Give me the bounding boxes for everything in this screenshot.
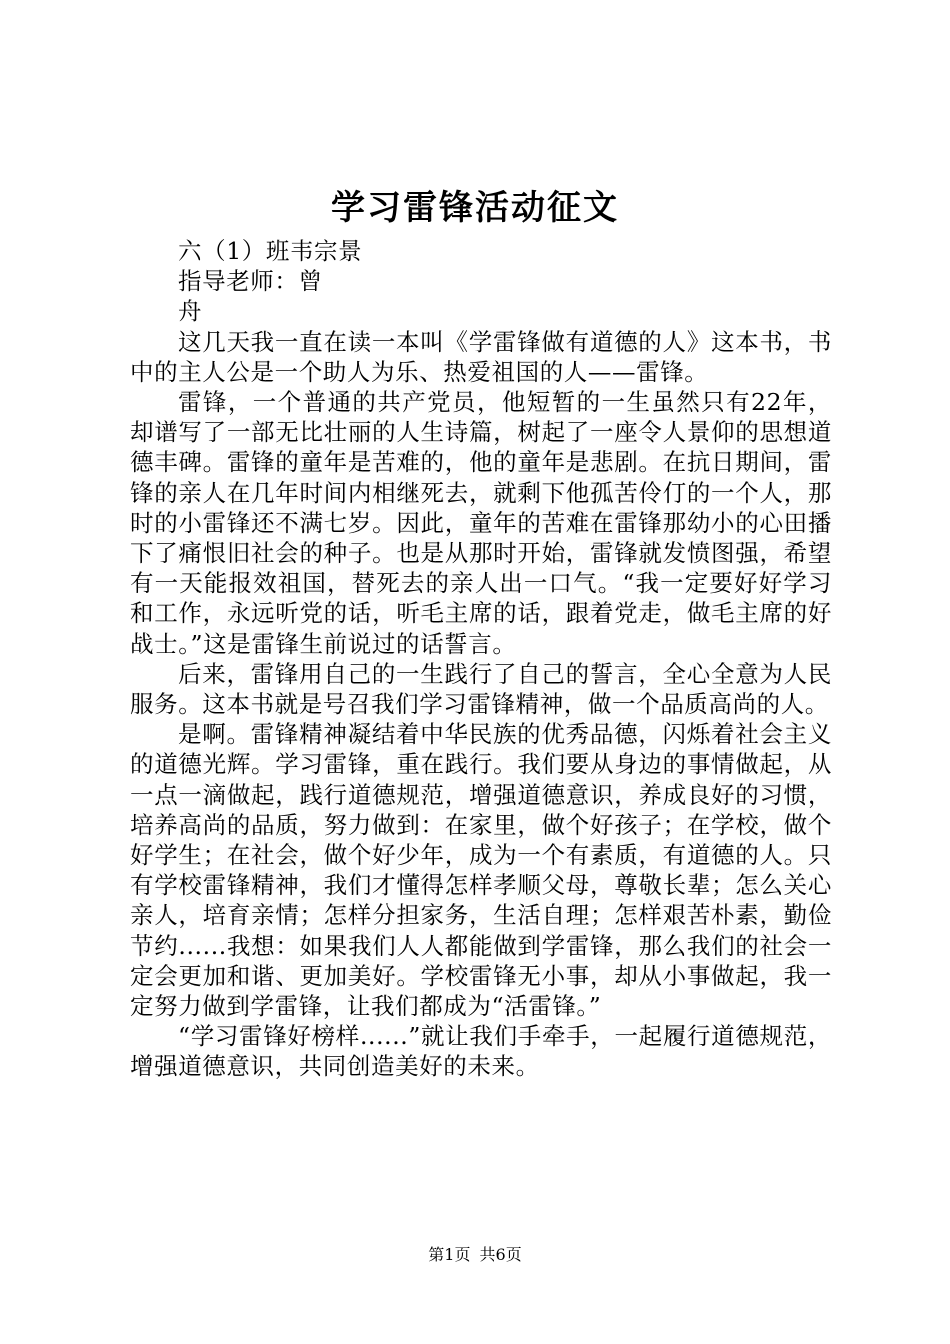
paragraph-5: “学习雷锋好榜样......”就让我们手牵手，一起履行道德规范，增强道德意识，共同创造美好的未来。 (130, 1022, 832, 1081)
document-title: 学习雷锋活动征文 (331, 188, 619, 228)
page-total: 共6页 (479, 1245, 522, 1264)
document-body (130, 236, 832, 1082)
page-footer (0, 1244, 950, 1266)
paragraph-3: 后来，雷锋用自己的一生践行了自己的誓言，全心全意为人民服务。这本书就是号召我们学习雷锋精神，做一个品质高尚的人。 (130, 659, 832, 719)
paragraph-2: 雷锋，一个普通的共产党员，他短暂的一生虽然只有22年，却谱写了一部无比壮丽的人生诗篇，树起了一座令人景仰的思想道德丰碑。雷锋的童年是苦难的，他的童年是悲剧。在抗日期间，雷锋的亲人在几年时间内相继死去，就剩下他孤苦伶仃的一个人，那时的小雷锋还不满七岁。因此，童年的苦难在雷锋那幼小的心田播下了痛恨旧社会的种子。也是从那时开始，雷锋就发愤图强，希望有一天能报效祖国，替死去的亲人出一口气。“我一定要好好学习和工作，永远听党的话，听毛主席的话，跟着党走，做毛主席的好战士。”这是雷锋生前说过的话誓言。 (130, 388, 832, 658)
author-line: 六（1）班韦宗景 (178, 237, 363, 265)
teacher-line: 指导老师：曾 (178, 267, 323, 296)
page-number: 第1页 (428, 1245, 471, 1264)
teacher-line-continued: 舟 (178, 297, 203, 326)
paragraph-4: 是啊。雷锋精神凝结着中华民族的优秀品德，闪烁着社会主义的道德光辉。学习雷锋，重在践行。我们要从身边的事情做起，从一点一滴做起，践行道德规范，增强道德意识，养成良好的习惯，培养高尚的品质，努力做到：在家里，做个好孩子；在学校，做个好学生；在社会，做个好少年，成为一个有素质，有道德的人。只有学校雷锋精神，我们才懂得怎样孝顺父母，尊敬长辈；怎么关心亲人，培育亲情；怎样分担家务，生活自理；怎样艰苦朴素，勤俭节约......我想：如果我们人人都能做到学雷锋，那么我们的社会一定会更加和谐、更加美好。学校雷锋无小事，却从小事做起，我一定努力做到学雷锋，让我们都成为“活雷锋。” (130, 720, 832, 1021)
paragraph-1: 这几天我一直在读一本叫《学雷锋做有道德的人》这本书，书中的主人公是一个助人为乐、热爱祖国的人——雷锋。 (130, 327, 832, 386)
